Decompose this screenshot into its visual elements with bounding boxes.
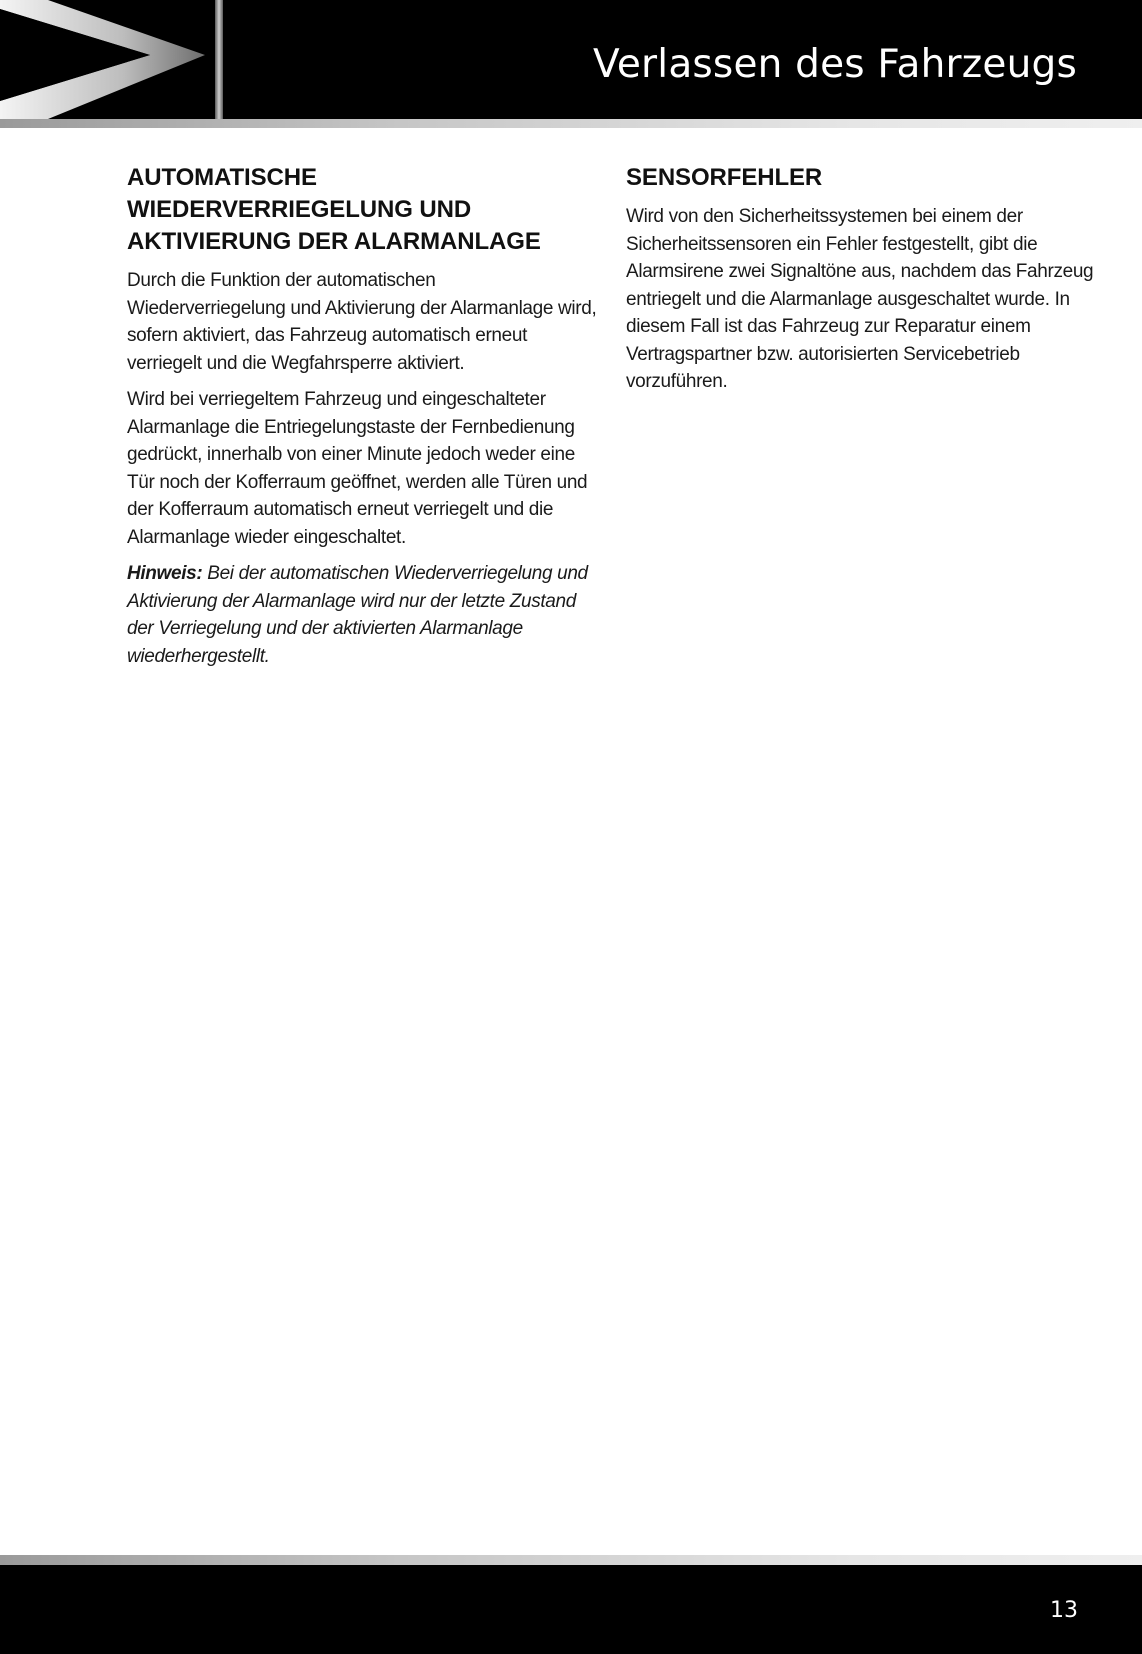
body-paragraph: Wird bei verriegeltem Fahrzeug und eingeschalteter Alarmanlage die Entriegelungstaste der Fernbedienung gedrückt, innerhalb von einer Minute jedoch weder eine Tür noch der Kofferraum geöffnet, werden alle Türen und der Kofferraum automatisch erneut verriegelt und die Alarmanlage wieder eingeschaltet. (127, 389, 588, 548)
section-heading-sensor-error: SENSORFEHLER (626, 164, 823, 191)
body-paragraph: Wird von den Sicherheitssystemen bei einem der Sicherheitssensoren ein Fehler festgestellt, gibt die Alarmsirene zwei Signaltöne aus, nachdem das Fahrzeug entriegelt und die Alarmanlage ausgeschaltet wurde. In diesem Fall ist das Fahrzeug zur Reparatur einem Vertragspartner bzw. autorisierten Servicebetrieb vorzuführen. (626, 206, 1094, 392)
section-heading-auto-relock (127, 162, 597, 258)
footer-divider-band (0, 1555, 1142, 1565)
header-divider-band (0, 119, 1142, 128)
left-column (127, 162, 597, 679)
page-number: 13 (1050, 1598, 1078, 1623)
body-paragraph: Durch die Funktion der automatischen Wiederverriegelung und Aktivierung der Alarmanlage wird, sofern aktiviert, das Fahrzeug automatisch erneut verriegelt und die Wegfahrsperre aktiviert. (127, 270, 597, 374)
heading-line: AKTIVIERUNG DER ALARMANLAGE (127, 228, 541, 255)
page-title: Verlassen des Fahrzeugs (593, 42, 1077, 87)
page-header (0, 0, 1142, 119)
right-column (626, 162, 1096, 405)
chevron-arrow-icon (0, 0, 230, 119)
heading-line: AUTOMATISCHE (127, 164, 317, 191)
page-footer (0, 1565, 1142, 1654)
note-text: Bei der automatischen Wiederverriegelung und Aktivierung der Alarmanlage wird nur der letzte Zustand der Verriegelung und der aktivierten Alarmanlage wiederhergestellt. (127, 563, 588, 667)
note-paragraph (127, 560, 597, 670)
note-label: Hinweis: (127, 563, 203, 584)
heading-line: WIEDERVERRIEGELUNG UND (127, 196, 472, 223)
